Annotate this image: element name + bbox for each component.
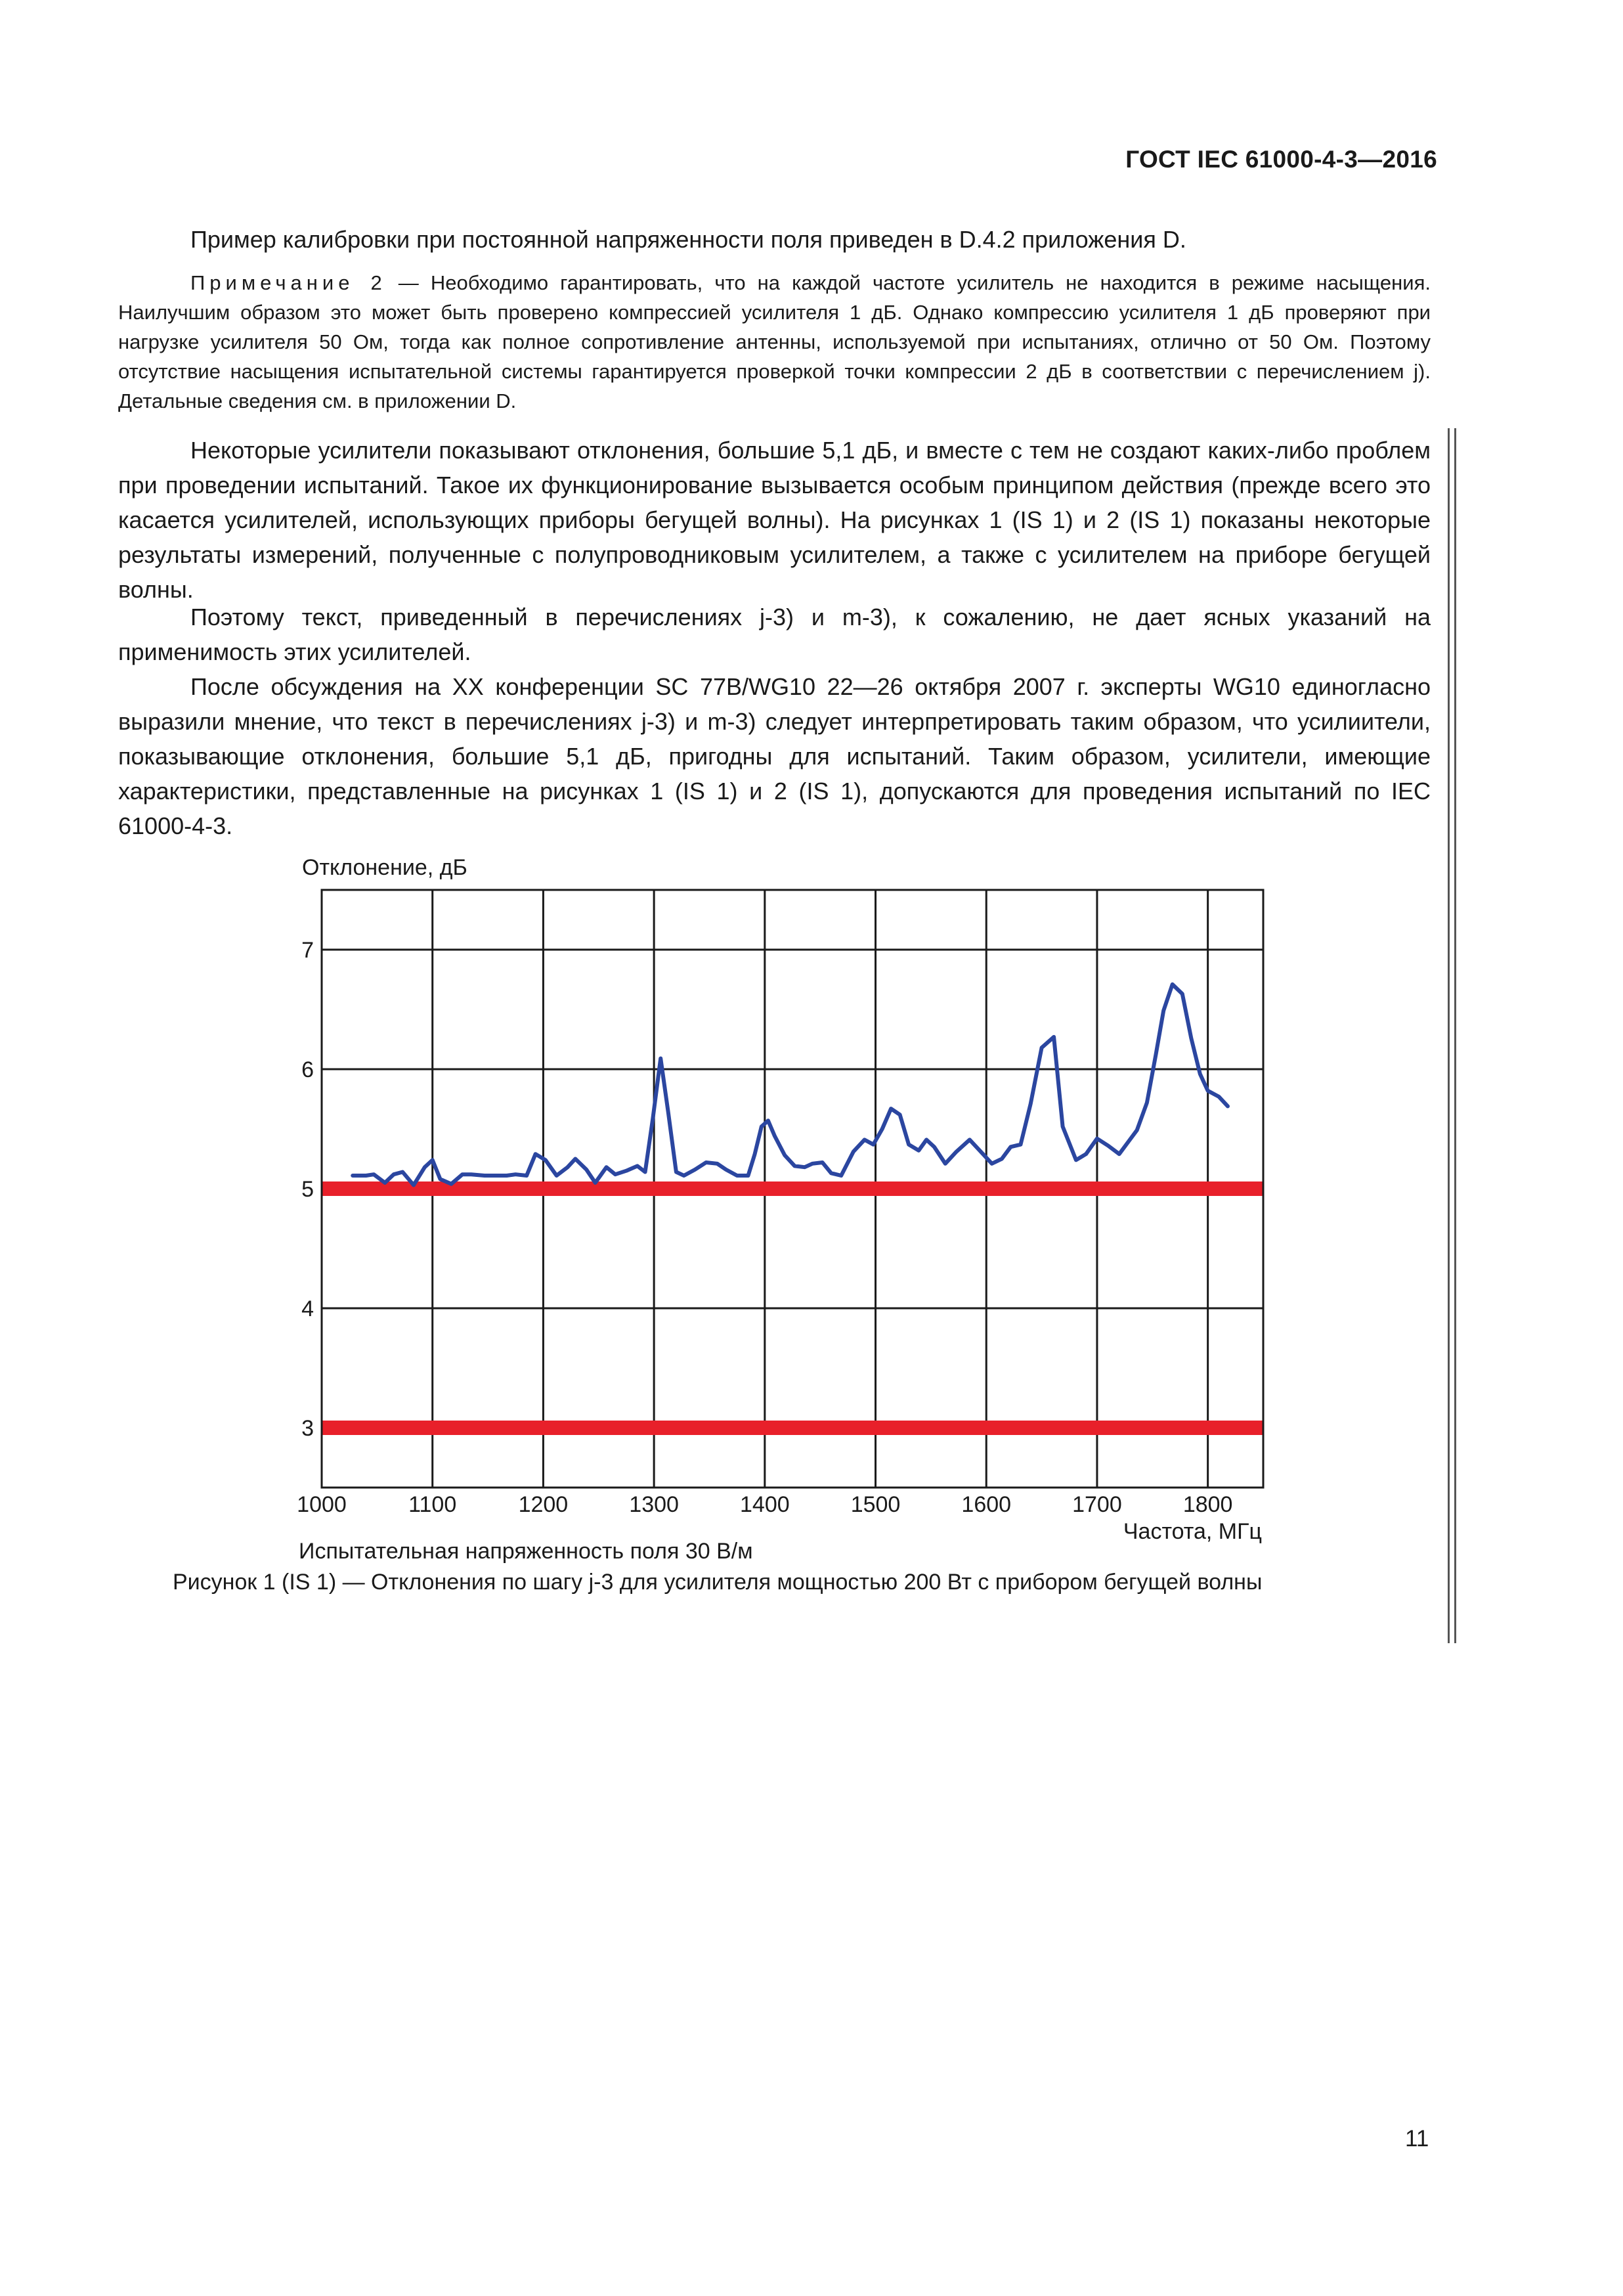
y-tick-label: 7 (301, 938, 314, 963)
x-tick-label: 1000 (297, 1492, 347, 1517)
x-tick-label: 1700 (1072, 1492, 1122, 1517)
calibration-example-paragraph: Пример калибровки при постоянной напряженности поля приведен в D.4.2 приложения D. (190, 226, 1186, 253)
field-strength-label: Испытательная напряженность поля 30 В/м (299, 1539, 753, 1564)
x-axis-label: Частота, МГц (1123, 1519, 1262, 1544)
note-text: — Необходимо гарантировать, что на каждой частоте усилитель не находится в режиме насыщения. Наилучшим образом это может быть проверено компрессией усилителя 1 дБ. Однако компрессию усилителя 1 дБ проверяют при нагрузке усилителя 50 Ом, тогда как полное сопротивление антенны, используемой при испытаниях, отлично от 50 Ом. Поэтому отсутствие насыщения испытательной системы гарантируется проверкой точки компрессии 2 дБ в соответствии с перечислением j). Детальные сведения см. в приложении D. (118, 271, 1431, 412)
x-tick-label: 1100 (408, 1492, 457, 1517)
x-tick-label: 1500 (850, 1492, 901, 1517)
y-tick-label: 5 (301, 1177, 314, 1202)
x-tick-label: 1200 (518, 1492, 569, 1517)
standard-code: ГОСТ IEC 61000-4-3—2016 (1125, 146, 1437, 173)
enumeration-text-paragraph: Поэтому текст, приведенный в перечислениях j-3) и m-3), к сожалению, не дает ясных указаний на применимость этих усилителей. (118, 604, 1431, 665)
wg10-conference-paragraph: После обсуждения на XX конференции SC 77B/WG10 22—26 октября 2007 г. эксперты WG10 единогласно выразили мнение, что текст в перечислениях j-3) и m-3) следует интерпретировать таким образом, что усилиители, показывающие отклонения, большие 5,1 дБ, пригодны для испытаний. Таким образом, усилители, имеющие характеристики, представленные на рисунках 1 (IS 1) и 2 (IS 1), допускаются для проведения испытаний по IEC 61000-4-3. (118, 673, 1431, 839)
y-tick-label: 3 (301, 1416, 314, 1441)
note-label: Примечание 2 (190, 271, 387, 294)
x-tick-label: 1300 (629, 1492, 679, 1517)
page-number: 11 (1405, 2126, 1429, 2152)
figure-caption: Рисунок 1 (IS 1) — Отклонения по шагу j-3 для усилителя мощностью 200 Вт с прибором бегущей волны (173, 1570, 1263, 1595)
y-tick-label: 4 (301, 1296, 314, 1321)
y-tick-label: 6 (301, 1057, 314, 1082)
x-tick-label: 1400 (740, 1492, 790, 1517)
y-axis-label: Отклонение, дБ (302, 855, 467, 880)
x-tick-label: 1600 (961, 1492, 1012, 1517)
amplifier-deviation-paragraph: Некоторые усилители показывают отклонения, большие 5,1 дБ, и вместе с тем не создают каких-либо проблем при проведении испытаний. Такое их функционирование вызывается особым принципом действия (прежде всего это касается усилителей, использующих приборы бегущей волны). На рисунках 1 (IS 1) и 2 (IS 1) показаны некоторые результаты измерений, полученные с полупроводниковым усилителем, а также с усилителем на приборе бегущей волны. (118, 437, 1431, 603)
x-tick-label: 1800 (1182, 1492, 1233, 1517)
